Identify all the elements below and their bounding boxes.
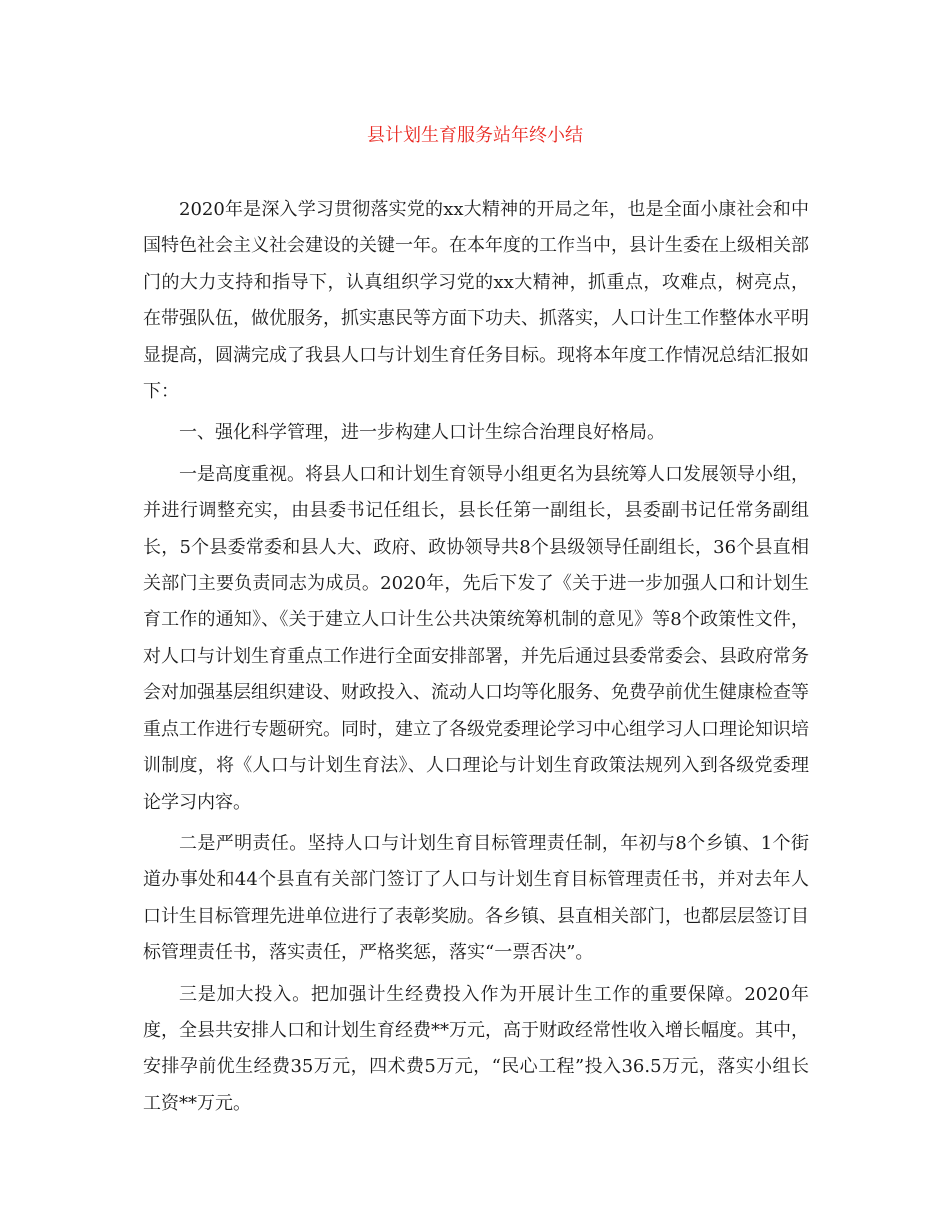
section-heading: 一、强化科学管理，进一步构建人口计生综合治理良好格局。	[179, 422, 665, 444]
document-title: 县计划生育服务站年终小结	[367, 125, 583, 146]
paragraph-investment: 三是加大投入。把加强计生经费投入作为开展计生工作的重要保障。2020年度，全县共安排人口和计划生育经费**万元，高于财政经常性收入增长幅度。其中，安排孕前优生经费35万元，四术费5万元，“民心工程”投入36.5万元，落实小组长工资**万元。	[143, 983, 809, 1114]
document-body	[143, 192, 809, 1127]
paragraph-attention: 一是高度重视。将县人口和计划生育领导小组更名为县统筹人口发展领导小组，并进行调整充实，由县委书记任组长，县长任第一副组长，县委副书记任常务副组长，5个县委常委和县人大、政府、政协领导共8个县级领导任副组长，36个县直相关部门主要负责同志为成员。2020年，先后下发了《关于进一步加强人口和计划生育工作的通知》、《关于建立人口计生公共决策统筹机制的意见》等8个政策性文件，对人口与计划生育重点工作进行全面安排部署，并先后通过县委常委会、县政府常务会对加强基层组织建设、财政投入、流动人口均等化服务、免费孕前优生健康检查等重点工作进行专题研究。同时，建立了各级党委理论学习中心组学习人口理论知识培训制度，将《人口与计划生育法》、人口理论与计划生育政策法规列入到各级党委理论学习内容。	[143, 463, 809, 813]
intro-paragraph: 2020年是深入学习贯彻落实党的xx大精神的开局之年，也是全面小康社会和中国特色社会主义社会建设的关键一年。在本年度的工作当中，县计生委在上级相关部门的大力支持和指导下，认真组织学习党的xx大精神，抓重点，攻难点，树亮点，在带强队伍，做优服务，抓实惠民等方面下功夫、抓落实，人口计生工作整体水平明显提高，圆满完成了我县人口与计划生育任务目标。现将本年度工作情况总结汇报如下：	[143, 199, 809, 403]
paragraph-responsibility: 二是严明责任。坚持人口与计划生育目标管理责任制，年初与8个乡镇、1个街道办事处和44个县直有关部门签订了人口与计划生育目标管理责任书，并对去年人口计生目标管理先进单位进行了表彰奖励。各乡镇、县直相关部门，也都层层签订目标管理责任书，落实责任，严格奖惩，落实“一票否决”。	[143, 832, 809, 964]
